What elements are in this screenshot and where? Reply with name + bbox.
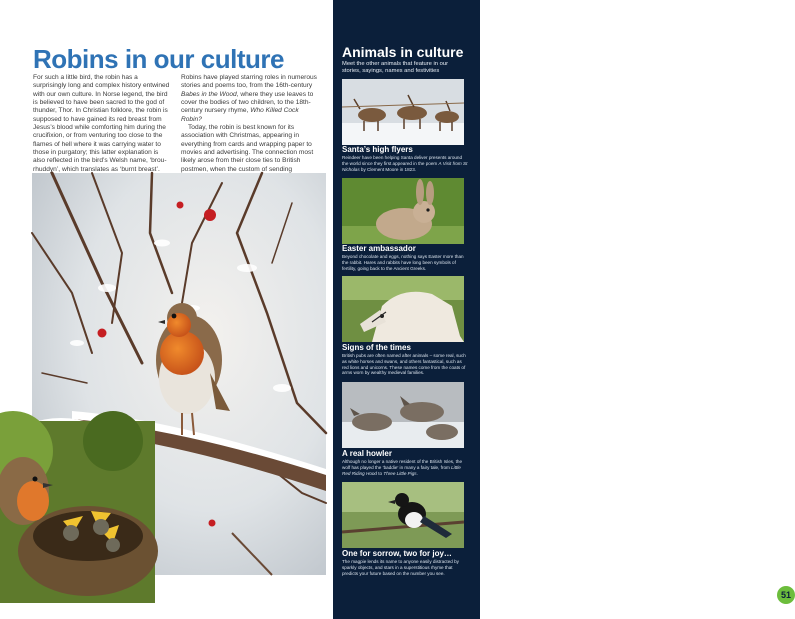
- page-number: 51: [777, 586, 795, 604]
- text-run: Although no longer a native resident of the British Isles, the wolf has played the ‘baddie’ in many a fairy tale, from: [342, 459, 463, 470]
- caption-text: The magpie lends its name to anyone easily distracted by sparkly objects, and stars in a superstitious rhyme that predicts your future based on the number you see.: [342, 559, 459, 576]
- reindeer-image: [342, 79, 464, 145]
- caption-heading: Santa’s high flyers: [342, 145, 413, 154]
- title-reference: A Visit from St Nicholas: [342, 160, 468, 172]
- text-run: to: [377, 470, 384, 476]
- caption-heading: Easter ambassador: [342, 244, 416, 253]
- caption-text: [342, 459, 468, 476]
- caption-text: [342, 155, 468, 172]
- text-run: , where they use leaves to cover the bodies of two children, to the 18th-century nursery rhyme,: [181, 90, 314, 115]
- title-reference: Three Little Pigs: [383, 470, 417, 476]
- article-area: [0, 0, 333, 619]
- caption-heading: Signs of the times: [342, 343, 411, 352]
- article-paragraph: [181, 74, 319, 124]
- article-paragraph: Today, the robin is best known for its association with Christmas, appearing in everything from cards and wrapping paper to movies and advertising. The connection most likely arose from their close ties to British postmen, when the custom of sending: [181, 124, 314, 173]
- sidebar-animals-in-culture: [333, 0, 791, 619]
- robin-nest-photo: [0, 418, 152, 600]
- text-run: Reindeer have been helping Santa deliver presents around the world since they first appeared in the poem: [342, 155, 463, 166]
- caption-text: Beyond chocolate and eggs, nothing says Easter more than the rabbit. Hares and rabbits have long been symbols of fertility, going back to the Ancient Greeks.: [342, 254, 464, 271]
- article-title: Robins in our culture: [33, 44, 284, 74]
- robin-nest-image: [0, 421, 155, 603]
- caption-text: British pubs are often named after animals – some real, such as white horses and swans, and others fantastical, such as red lions and unicorns. These names come from the coats of arms worn by wealthy medieval families.: [342, 353, 466, 376]
- white-horse-image: [342, 276, 464, 342]
- title-reference: Who Killed Cock Robin?: [181, 107, 299, 123]
- caption-heading: One for sorrow, two for joy…: [342, 549, 452, 558]
- caption-heading: A real howler: [342, 449, 392, 458]
- title-reference: Little Red Riding Hood: [342, 464, 461, 476]
- text-run: .: [416, 470, 418, 476]
- sidebar-subtitle: Meet the other animals that feature in our stories, sayings, names and festivities: [342, 61, 449, 75]
- rabbit-image: [342, 178, 464, 244]
- article-paragraph: For such a little bird, the robin has a surprisingly long and complex history entwined with our own culture. In Norse legend, the bird is believed to have been sacred to the god of thunder, Thor. In Christian folklore, the robin is supposed to have gained its red breast from Jesus’s blood while comforting him during the crucifixion, or from venturing too close to the flames of hell where it was carrying water to those in purgatory; this latter explanation is also reflected in the bird’s Welsh name, ‘brou-rhuddyn’, which translates as ‘burnt breast’.: [33, 74, 170, 173]
- wolves-image: [342, 382, 464, 448]
- text-run: Robins have played starring roles in numerous stories and poems too, from the 16th-century: [181, 74, 317, 90]
- text-run: by Clement Moore in 1823.: [359, 166, 417, 172]
- magpie-image: [342, 482, 464, 548]
- sidebar-title: Animals in culture: [342, 44, 464, 60]
- title-reference: Babes in the Wood: [181, 90, 237, 98]
- article-column-left: [33, 74, 171, 174]
